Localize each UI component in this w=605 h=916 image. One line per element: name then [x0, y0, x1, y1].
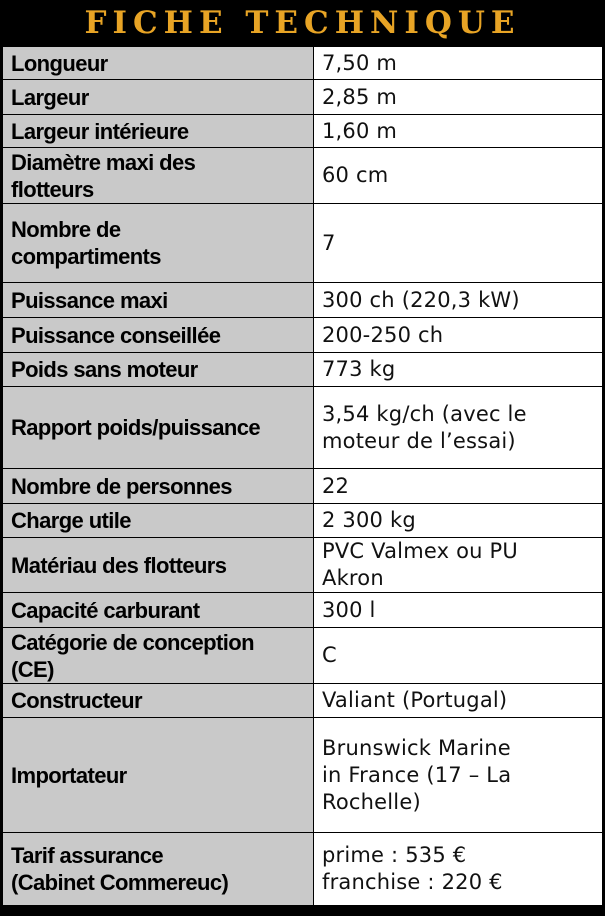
spec-row: [3, 593, 603, 628]
spec-value: [314, 353, 603, 387]
spec-row: [3, 684, 603, 718]
spec-label: [3, 504, 314, 538]
spec-value: [314, 593, 603, 628]
spec-label-line: Capacité carburant: [11, 597, 200, 623]
spec-row: [3, 115, 603, 148]
spec-value: [314, 80, 603, 115]
spec-value: [314, 469, 603, 504]
spec-value-line: 200-250 ch: [322, 322, 444, 347]
spec-value-line: 60 cm: [322, 163, 389, 187]
spec-row: [3, 538, 603, 593]
spec-value: [314, 318, 603, 353]
spec-value-line: 773 kg: [322, 357, 396, 381]
spec-value-line: Valiant (Portugal): [322, 688, 508, 712]
spec-label-line: Diamètre maxi des: [11, 149, 196, 175]
spec-value-line: 2 300 kg: [322, 508, 416, 532]
spec-row: [3, 718, 603, 833]
spec-value-line: 300 ch (220,3 kW): [322, 287, 520, 312]
spec-label-line: Nombre de: [11, 217, 121, 242]
spec-value-line: PVC Valmex ou PU: [322, 539, 518, 563]
spec-row: [3, 469, 603, 504]
spec-row: [3, 833, 603, 906]
spec-label: [3, 593, 314, 628]
spec-value: [314, 718, 603, 833]
spec-value-line: franchise : 220 €: [322, 870, 503, 894]
spec-value-line: 22: [322, 473, 350, 498]
spec-value: [314, 504, 603, 538]
spec-value: [314, 387, 603, 469]
spec-label-line: Catégorie de conception: [11, 629, 254, 655]
spec-row: [3, 504, 603, 538]
spec-value-line: C: [322, 643, 337, 667]
spec-label: [3, 283, 314, 318]
spec-row: [3, 387, 603, 469]
spec-value: [314, 628, 603, 684]
spec-table-body: [3, 47, 603, 906]
spec-label: [3, 148, 314, 204]
spec-row: [3, 148, 603, 204]
spec-value-line: 1,60 m: [322, 118, 398, 143]
spec-value-line: moteur de l’essai): [322, 428, 516, 453]
spec-row: [3, 204, 603, 283]
spec-label-line: Puissance maxi: [11, 287, 168, 313]
spec-label-line: Largeur intérieure: [11, 118, 189, 144]
spec-label-line: flotteurs: [11, 176, 94, 202]
spec-label-line: Poids sans moteur: [11, 357, 198, 382]
spec-label-line: (CE): [11, 656, 54, 682]
spec-label: [3, 387, 314, 469]
spec-label: [3, 353, 314, 387]
spec-table: [2, 46, 603, 906]
spec-sheet-title: FICHE TECHNIQUE: [2, 0, 603, 46]
spec-value-line: in France (17 – La: [322, 762, 512, 787]
spec-value-line: Rochelle): [322, 789, 421, 814]
spec-label-line: compartiments: [11, 244, 161, 269]
spec-row: [3, 47, 603, 80]
spec-row: [3, 628, 603, 684]
spec-value: [314, 538, 603, 593]
spec-value: [314, 115, 603, 148]
spec-label: [3, 833, 314, 906]
spec-value-line: 2,85 m: [322, 84, 398, 109]
spec-label: [3, 47, 314, 80]
spec-label-line: Constructeur: [11, 688, 142, 713]
spec-value-line: Akron: [322, 566, 384, 590]
spec-label-line: Tarif assurance: [11, 843, 164, 868]
spec-value-line: 3,54 kg/ch (avec le: [322, 401, 527, 426]
spec-label-line: Longueur: [11, 50, 108, 76]
spec-label: [3, 718, 314, 833]
spec-label: [3, 115, 314, 148]
spec-label: [3, 538, 314, 593]
spec-label-line: Largeur: [11, 84, 89, 110]
spec-row: [3, 318, 603, 353]
spec-label: [3, 684, 314, 718]
spec-value: [314, 47, 603, 80]
spec-value: [314, 148, 603, 204]
spec-label-line: Puissance conseillée: [11, 322, 221, 348]
spec-label: [3, 80, 314, 115]
spec-value-line: prime : 535 €: [322, 843, 467, 867]
spec-label-line: Matériau des flotteurs: [11, 552, 227, 578]
spec-value: [314, 204, 603, 283]
spec-label-line: Nombre de personnes: [11, 473, 232, 499]
spec-row: [3, 283, 603, 318]
spec-value: [314, 283, 603, 318]
spec-label-line: Rapport poids/puissance: [11, 415, 261, 440]
spec-value: [314, 833, 603, 906]
spec-value-line: 300 l: [322, 597, 376, 622]
spec-label-line: Importateur: [11, 762, 127, 788]
spec-label-line: Charge utile: [11, 508, 131, 533]
spec-value-line: 7,50 m: [322, 50, 398, 75]
spec-row: [3, 80, 603, 115]
spec-label: [3, 628, 314, 684]
spec-value: [314, 684, 603, 718]
spec-label: [3, 318, 314, 353]
spec-value-line: Brunswick Marine: [322, 735, 511, 760]
spec-label: [3, 204, 314, 283]
spec-row: [3, 353, 603, 387]
spec-label: [3, 469, 314, 504]
spec-value-line: 7: [322, 230, 336, 255]
spec-label-line: (Cabinet Commereuc): [11, 870, 229, 895]
